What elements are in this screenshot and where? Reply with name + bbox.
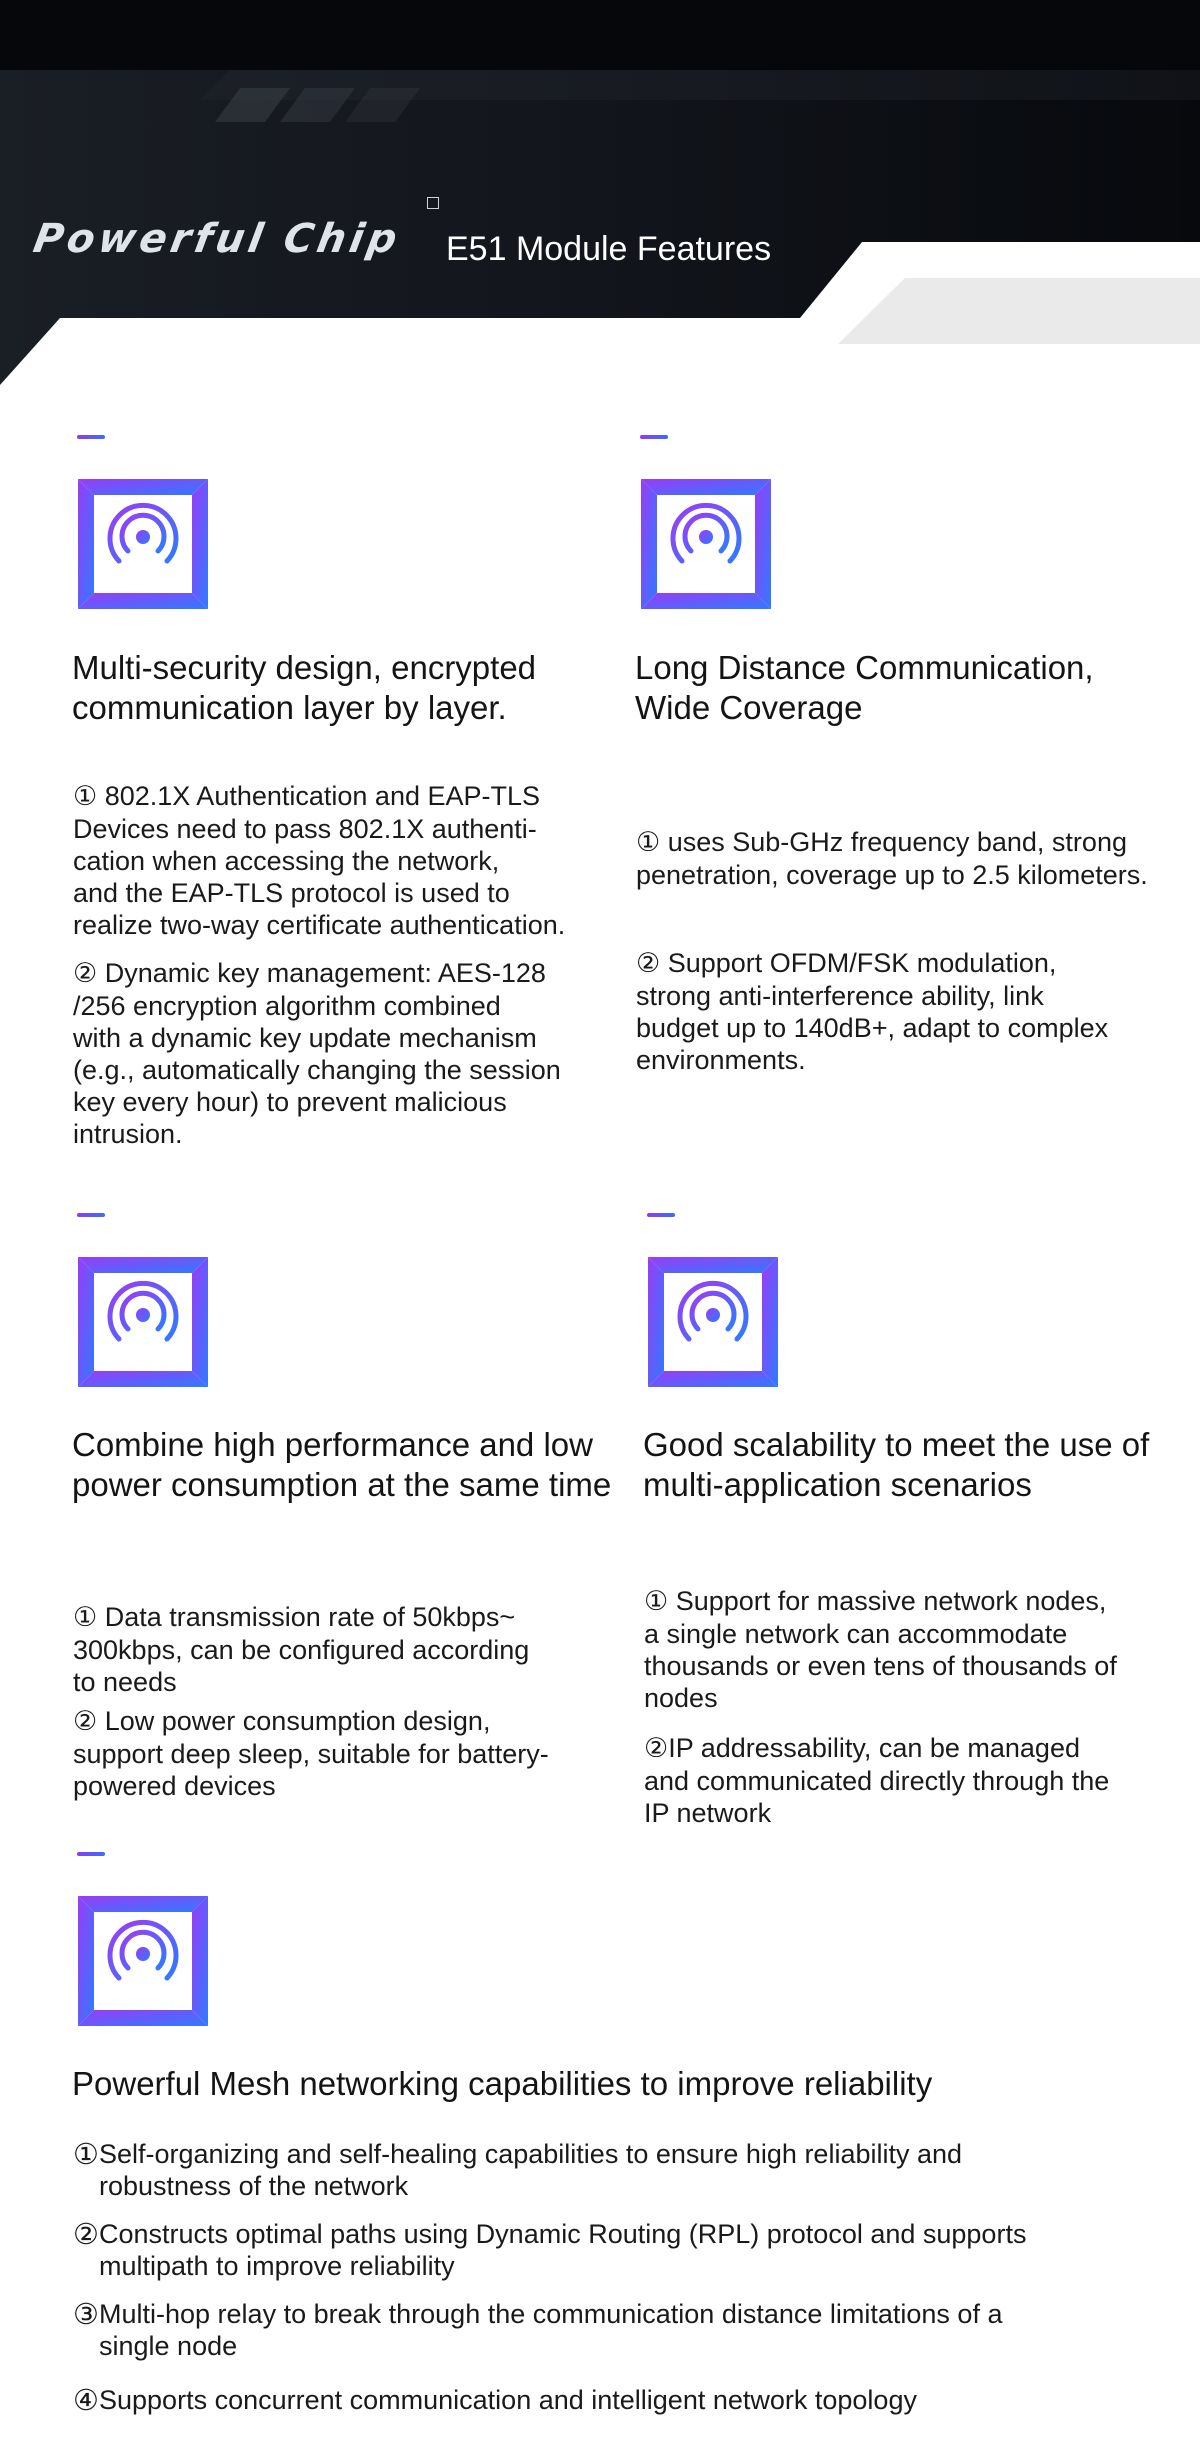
feature-title: Good scalability to meet the use of multi-application scenarios	[643, 1426, 1150, 1503]
item-number: ①	[636, 827, 661, 858]
item-text: Data transmission rate of 50kbps~ 300kbps, can be configured according to needs	[73, 1602, 530, 1697]
feature-item	[644, 1553, 1200, 1714]
item-text: Supports concurrent communication and intelligent network topology	[99, 2385, 917, 2415]
item-number: ②	[73, 958, 98, 989]
accent-bar	[77, 1852, 105, 1856]
feature-item	[73, 1673, 643, 1802]
item-text: Constructs optimal paths using Dynamic Routing (RPL) protocol and supports multipath to improve reliability	[99, 2219, 1027, 2281]
feature-item	[73, 2218, 1183, 2282]
feature-item	[636, 915, 1196, 1076]
antenna-signal-icon	[72, 1251, 214, 1393]
antenna-signal-icon	[635, 473, 777, 615]
item-number: ③	[73, 2297, 99, 2331]
accent-bar	[77, 1213, 105, 1217]
feature-item	[636, 794, 1196, 891]
item-number: ①	[73, 781, 98, 812]
item-text: 802.1X Authentication and EAP-TLS Devices need to pass 802.1X authenti- cation when accessing the network, and the EAP-TLS protocol is used to realize two-way certificate authentication.	[73, 781, 566, 940]
feature-item	[73, 2384, 1183, 2416]
item-text: Self-organizing and self-healing capabilities to ensure high reliability and robustness of the network	[99, 2139, 963, 2201]
antenna-signal-icon	[72, 473, 214, 615]
feature-title: Combine high performance and low power consumption at the same time	[72, 1426, 612, 1503]
item-text: Multi-hop relay to break through the communication distance limitations of a single node	[99, 2299, 1003, 2361]
item-text: Low power consumption design, support deep sleep, suitable for battery- powered devices	[73, 1706, 549, 1801]
accent-bar	[640, 435, 668, 439]
decorative-square	[427, 197, 439, 209]
item-number: ②	[73, 1706, 98, 1737]
item-number: ②	[73, 2217, 99, 2251]
item-number: ①	[73, 2137, 99, 2171]
item-text: Dynamic key management: AES-128 /256 encryption algorithm combined with a dynamic key update mechanism (e.g., automatically changing the session key every hour) to prevent malicious intrusion.	[73, 958, 561, 1149]
item-text: Support OFDM/FSK modulation, strong anti-interference ability, link budget up to 140dB+, adapt to complex environments.	[636, 948, 1109, 1075]
feature-item	[73, 2298, 1183, 2362]
item-text: IP addressability, can be managed and communicated directly through the IP network	[644, 1733, 1110, 1828]
feature-item	[644, 1700, 1200, 1829]
item-number: ①	[73, 1602, 98, 1633]
accent-bar	[77, 435, 105, 439]
header-banner	[0, 0, 1200, 390]
feature-title: Multi-security design, encrypted communication layer by layer.	[72, 649, 537, 726]
item-text: Support for massive network nodes, a single network can accommodate thousands or even tens of thousands of nodes	[644, 1586, 1117, 1713]
item-number: ①	[644, 1586, 669, 1617]
item-number: ②	[644, 1733, 669, 1764]
item-text: uses Sub-GHz frequency band, strong penetration, coverage up to 2.5 kilometers.	[636, 827, 1148, 890]
page-title: E51 Module Features	[446, 230, 772, 268]
feature-title: Long Distance Communication, Wide Coverage	[635, 649, 1094, 726]
feature-item	[73, 748, 643, 941]
item-number: ④	[73, 2383, 99, 2417]
antenna-signal-icon	[642, 1251, 784, 1393]
brand-logo-text: Powerful Chip	[29, 216, 405, 262]
feature-item	[73, 2138, 1183, 2202]
antenna-signal-icon	[72, 1890, 214, 2032]
feature-title: Powerful Mesh networking capabilities to improve reliability	[72, 2065, 933, 2102]
feature-item	[73, 925, 643, 1150]
item-number: ②	[636, 948, 661, 979]
accent-bar	[647, 1213, 675, 1217]
